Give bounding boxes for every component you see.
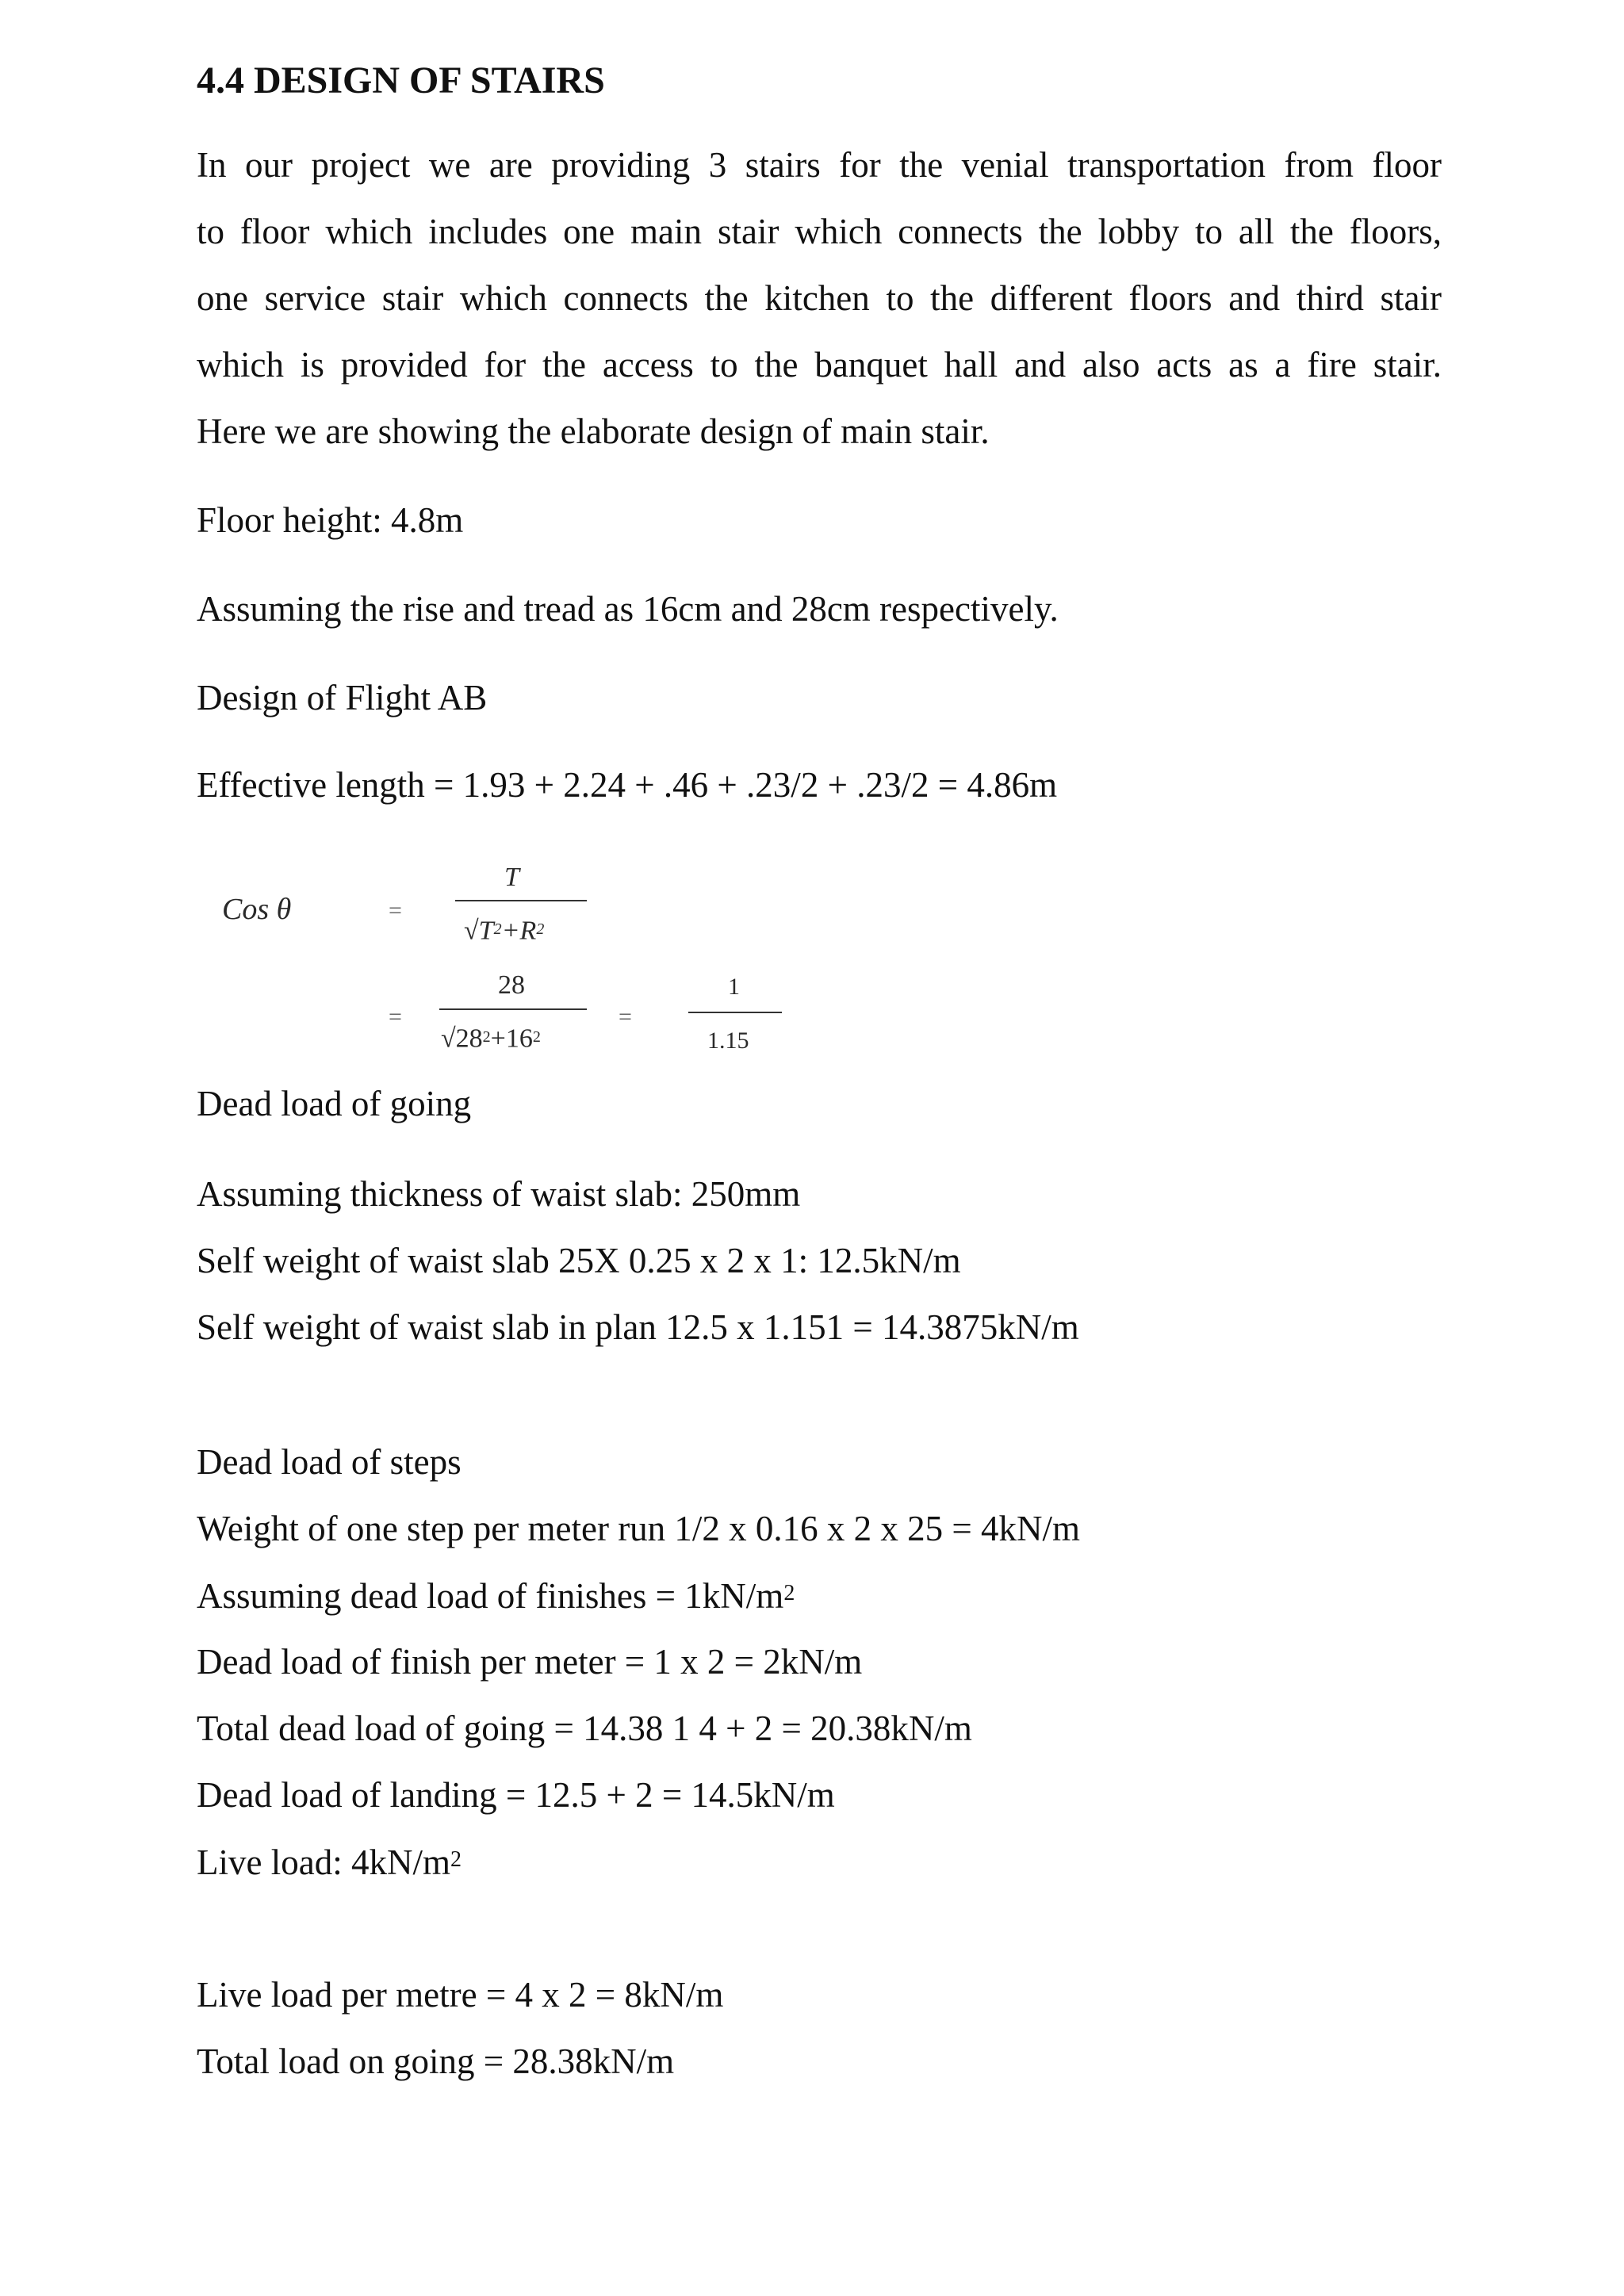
eq-den2-mid: +16 — [490, 1024, 533, 1054]
eq-den2-exp-1: 2 — [482, 1028, 491, 1046]
going-title: Dead load of going — [197, 1084, 472, 1123]
intro-line-3: one service stair which connects the kitchen to the different floors and third stair — [197, 278, 1442, 318]
total-load-on-going: Total load on going = 28.38kN/m — [197, 2042, 675, 2081]
dead-load-landing: Dead load of landing = 12.5 + 2 = 14.5kN/m — [197, 1775, 835, 1815]
waist-slab-thickness: Assuming thickness of waist slab: 250mm — [197, 1174, 801, 1214]
waist-slab-self-weight: Self weight of waist slab 25X 0.25 x 2 x 1: 12.5kN/m — [197, 1241, 961, 1280]
eq-fraction-bar-1 — [455, 900, 587, 901]
floor-height: Floor height: 4.8m — [197, 500, 464, 540]
waist-slab-plan-weight: Self weight of waist slab in plan 12.5 x 1.151 = 14.3875kN/m — [197, 1307, 1079, 1347]
eq-den2-base: 28 — [455, 1024, 483, 1054]
eq-den-R: +R — [501, 916, 537, 946]
section-heading: 4.4 DESIGN OF STAIRS — [197, 59, 605, 101]
live-load-text: Live load: 4kN/m — [197, 1843, 450, 1882]
eq-num-28: 28 — [498, 970, 525, 1000]
total-dead-load-going: Total dead load of going = 14.38 1 4 + 2 = 20.38kN/m — [197, 1709, 972, 1748]
eq-den-exp-1: 2 — [493, 920, 502, 938]
rise-tread-assumption: Assuming the rise and tread as 16cm and 28cm respectively. — [197, 589, 1059, 629]
live-load-sup: 2 — [450, 1847, 462, 1872]
intro-line-2: to floor which includes one main stair which connects the lobby to all the floors, — [197, 212, 1442, 251]
eq-sign-3: = — [619, 1004, 632, 1030]
finish-per-meter: Dead load of finish per meter = 1 x 2 = 2kN/m — [197, 1642, 863, 1682]
steps-title: Dead load of steps — [197, 1442, 462, 1482]
eq-num-T: T — [504, 863, 519, 892]
one-step-weight: Weight of one step per meter run 1/2 x 0.16 x 2 x 25 = 4kN/m — [197, 1509, 1081, 1548]
eq-fraction-bar-3 — [688, 1012, 782, 1013]
eq-fraction-bar-2 — [439, 1008, 587, 1010]
finishes-sup: 2 — [783, 1581, 795, 1605]
sqrt-symbol: √ — [464, 916, 479, 946]
intro-line-4: which is provided for the access to the banquet hall and also acts as a fire stair. — [197, 345, 1442, 385]
intro-line-5: Here we are showing the elaborate design of main stair. — [197, 411, 990, 451]
eq-sign-2: = — [389, 1004, 402, 1030]
eq-den-1 — [464, 916, 544, 944]
eq-sign-1: = — [389, 897, 402, 924]
effective-length: Effective length = 1.93 + 2.24 + .46 + .23/2 + .23/2 = 4.86m — [197, 765, 1058, 805]
eq-den-115: 1.15 — [707, 1027, 749, 1054]
eq-den-T: T — [478, 916, 494, 946]
eq-num-1: 1 — [728, 974, 740, 1000]
eq-den2-exp-2: 2 — [532, 1028, 541, 1046]
eq-den-2 — [441, 1024, 541, 1052]
intro-line-1: In our project we are providing 3 stairs for the venial transportation from floor — [197, 145, 1442, 185]
live-load — [197, 1844, 462, 1881]
live-load-per-metre: Live load per metre = 4 x 2 = 8kN/m — [197, 1975, 724, 2015]
finishes-text: Assuming dead load of finishes = 1kN/m — [197, 1576, 784, 1616]
flight-title: Design of Flight AB — [197, 678, 488, 718]
sqrt-symbol-2: √ — [441, 1024, 456, 1054]
finishes-assumption — [197, 1578, 795, 1614]
eq-den-exp-2: 2 — [536, 920, 545, 938]
eq-lhs: Cos θ — [222, 893, 292, 926]
